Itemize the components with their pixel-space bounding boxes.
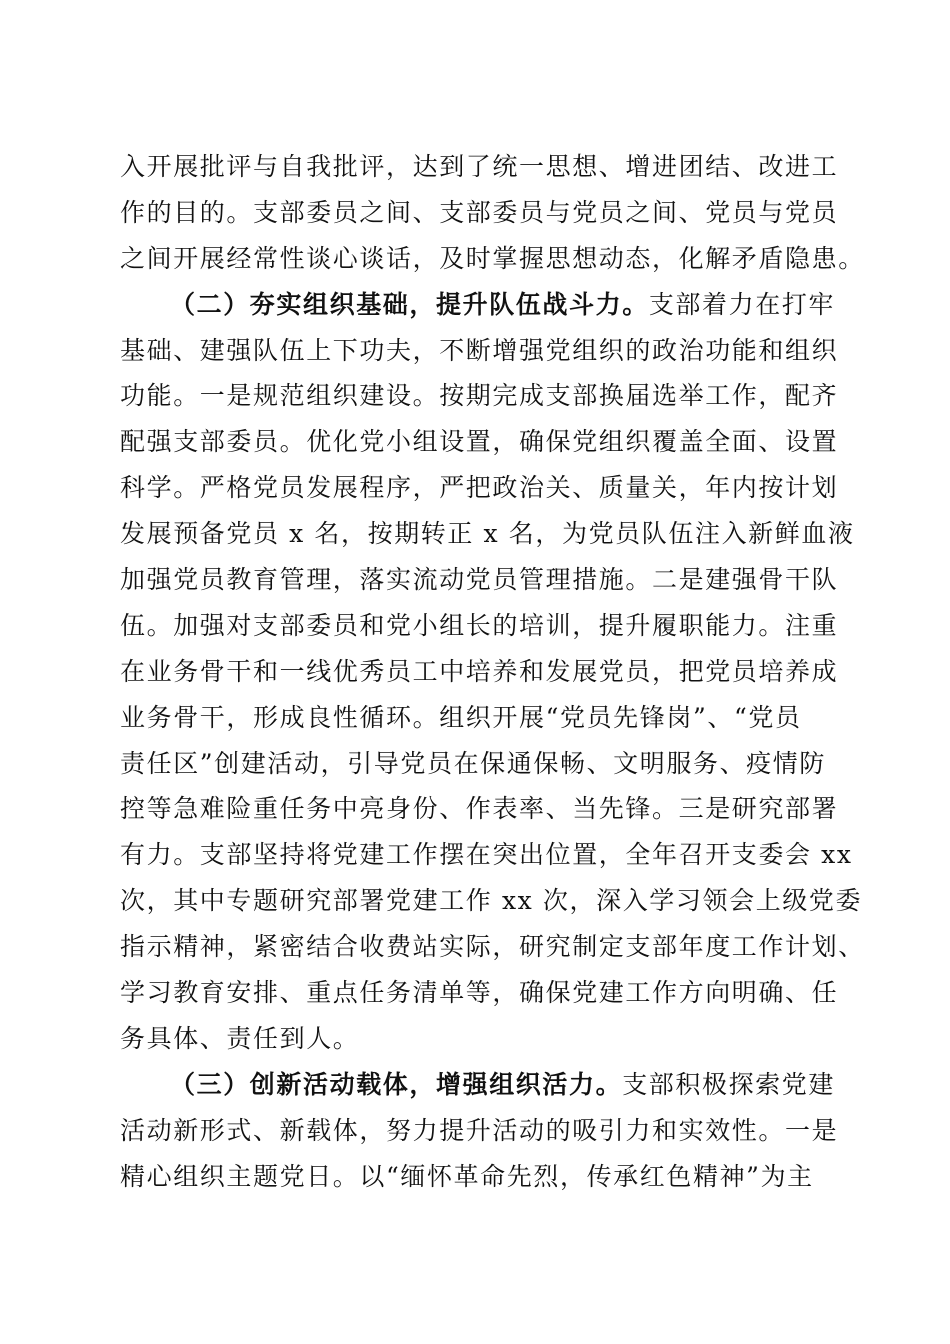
section-lead-text: 支部着力在打牢	[648, 289, 836, 319]
text-line: 加强党员教育管理，落实流动党员管理措施。二是建强骨干队	[120, 565, 839, 595]
text-line: 活动新形式、新载体，努力提升活动的吸引力和实效性。一是	[120, 1115, 839, 1145]
text-line: 之间开展经常性谈心谈话，及时掌握思想动态，化解矛盾隐患。	[120, 243, 865, 273]
section-heading: （二）夯实组织基础，提升队伍战斗力。	[170, 289, 649, 319]
text-line: 作的目的。支部委员之间、支部委员与党员之间、党员与党员	[120, 197, 839, 227]
text-line: 精心组织主题党日。以“缅怀革命先烈，传承红色精神”为主	[120, 1161, 814, 1191]
text-line: 科学。严格党员发展程序，严把政治关、质量关，年内按计划	[120, 473, 839, 503]
section-lead-text: 支部积极探索党建	[622, 1069, 836, 1099]
text-line: 功能。一是规范组织建设。按期完成支部换届选举工作，配齐	[120, 381, 839, 411]
section-heading-line	[120, 1062, 840, 1108]
text-line: 基础、建强队伍上下功夫，不断增强党组织的政治功能和组织	[120, 335, 839, 365]
text-line: 责任区”创建活动，引导党员在保通保畅、文明服务、疫情防	[120, 748, 826, 778]
text-line: 有力。支部坚持将党建工作摆在突出位置，全年召开支委会 xx	[120, 840, 853, 870]
text-line: 配强支部委员。优化党小组设置，确保党组织覆盖全面、设置	[120, 427, 839, 457]
text-line: 业务骨干，形成良性循环。组织开展“党员先锋岗”、“党员	[120, 702, 802, 732]
section-heading-line	[120, 282, 840, 328]
body-text	[120, 144, 865, 1199]
text-line: 在业务骨干和一线优秀员工中培养和发展党员，把党员培养成	[120, 656, 839, 686]
text-line: 入开展批评与自我批评，达到了统一思想、增进团结、改进工	[120, 152, 839, 181]
text-line: 务具体、责任到人。	[120, 1023, 360, 1053]
text-line: 学习教育安排、重点任务清单等，确保党建工作方向明确、任	[120, 978, 839, 1008]
section-heading: （三）创新活动载体，增强组织活力。	[170, 1069, 623, 1099]
text-line: 控等急难险重任务中亮身份、作表率、当先锋。三是研究部署	[120, 794, 839, 824]
text-line: 次，其中专题研究部署党建工作 xx 次，深入学习领会上级党委	[120, 886, 863, 916]
text-line: 指示精神，紧密结合收费站实际，研究制定支部年度工作计划、	[120, 932, 865, 962]
text-line: 伍。加强对支部委员和党小组长的培训，提升履职能力。注重	[120, 610, 839, 640]
text-line: 发展预备党员 x 名，按期转正 x 名，为党员队伍注入新鲜血液	[120, 519, 855, 549]
